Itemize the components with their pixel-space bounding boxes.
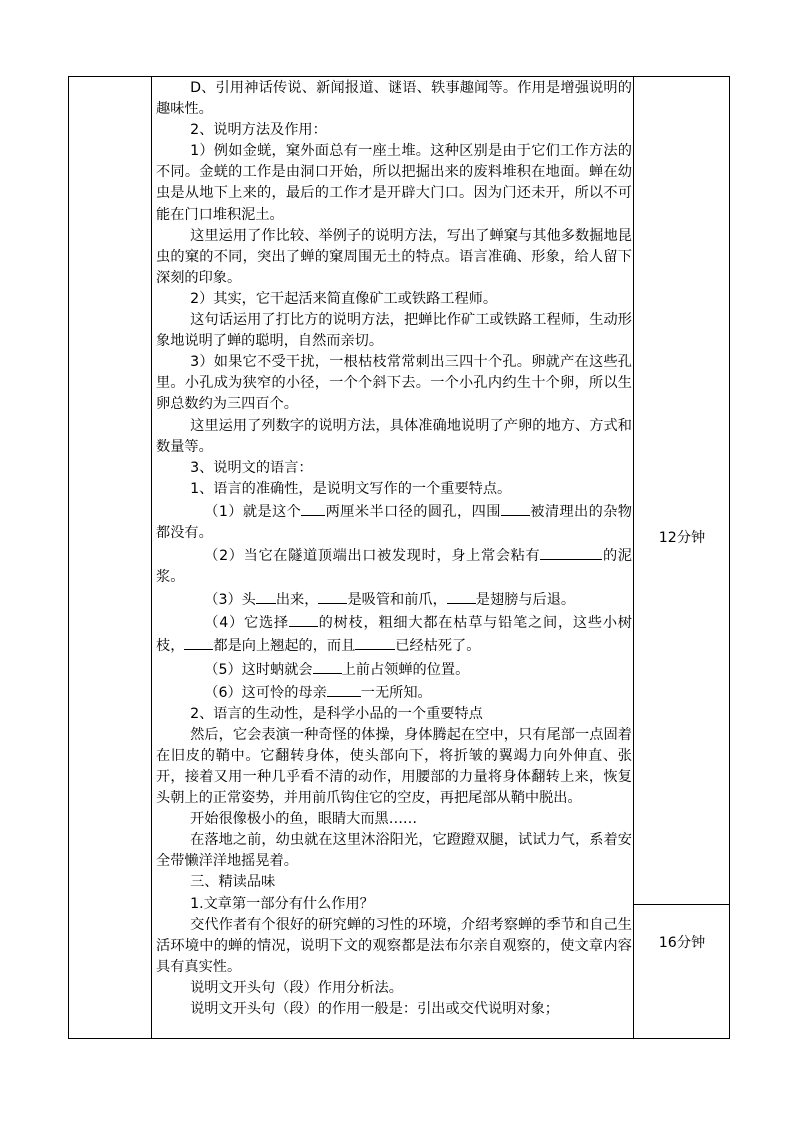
paragraph: 开始很像极小的鱼，眼睛大而黑…… [190,811,418,828]
time-cell-divider [633,904,729,905]
question-text: 的树枝，粗细大都在枯草与铅笔之间，这些小树枝， [156,615,632,655]
paragraph: 3）如果它不受干扰，一根枯枝常常刺出三四十个孔。卵就产在这些孔里。小孔成为狭窄的小径，一个个斜下去。一个小孔内约生十个卵，所以生卵总数约为三四百个。 [156,354,632,413]
answer-blank[interactable] [501,500,530,516]
question-heading: 1.文章第一部分有什么作用？ [190,895,374,912]
paragraph: 这里运用了作比较、举例子的说明方法，写出了蝉窠与其他多数掘地昆虫的窠的不同，突出了蝉的窠周围无土的特点。语言准确、形象，给人留下深刻的印象。 [156,227,632,286]
answer-blank[interactable] [327,681,361,697]
question-text: 两厘米半口径的圆孔，四围 [325,503,501,520]
answer-blank[interactable] [540,544,602,560]
paragraph: 1、语言的准确性，是说明文写作的一个重要特点。 [190,480,512,497]
paragraph: 在落地之前，幼虫就在这里沐浴阳光，它蹬蹬双腿，试试力气，系着安全带懒洋洋地摇晃着。 [156,832,632,870]
paragraph: 1）例如金蜣，窠外面总有一座土堆。这种区别是由于它们工作方法的不同。金蜣的工作是由洞口开始，所以把掘出来的废料堆积在地面。蝉在幼虫是从地下上来的，最后的工作才是开辟大门口。因为门还未开，所以不可能在门口堆积泥土。 [156,143,632,223]
answer-blank[interactable] [256,588,276,604]
question-text: （4）它选择 [204,615,289,632]
paragraph: 这里运用了列数字的说明方法，具体准确地说明了产卵的地方、方式和数量等。 [156,417,632,455]
answer-blank[interactable] [289,611,318,627]
column-divider-left [151,77,152,1038]
question-text: 的泥浆。 [156,548,632,586]
question-text: （2）当它在隧道顶端出口被发现时，身上常会粘有 [204,548,541,565]
question-text: （1）就是这个 [204,503,302,520]
answer-blank[interactable] [301,500,325,516]
question-text: 一无所知。 [360,684,432,701]
paragraph: 交代作者有个很好的研究蝉的习性的环境，介绍考察蝉的季节和自己生活环境中的蝉的情况，说明下文的观察都是法布尔亲自观察的，使文章内容具有真实性。 [156,916,632,975]
fill-question-3 [156,588,632,611]
section-heading: 3、说明文的语言： [190,459,313,476]
section-heading: 2、说明方法及作用： [190,122,327,139]
question-text: 已经枯死了。 [395,638,481,655]
column-divider-right [633,77,634,1038]
question-text: 是翅膀与后退。 [475,592,576,609]
question-text: 都是向上翘起的，而且 [213,638,356,655]
answer-blank[interactable] [313,658,342,674]
paragraph: 2）其实，它干起活来简直像矿工或铁路工程师。 [190,290,498,307]
question-text: 被清理出的杂物都没有。 [156,503,632,541]
question-text: 出来， [275,592,319,609]
paragraph: 然后，它会表演一种奇怪的体操，身体腾起在空中，只有尾部一点固着在旧皮的鞘中。它翻转身体，使头部向下，将折皱的翼竭力向外伸直、张开，接着又用一种几乎看不清的动作，用腰部的力量将身体翻转上来，恢复头朝上的正常姿势，并用前爪钩住它的空皮，再把尾部从鞘中脱出。 [156,726,632,807]
question-text: （6）这可怜的母亲 [204,684,327,701]
fill-question-4 [156,611,632,657]
question-text: 是吸管和前爪， [347,592,447,609]
answer-blank[interactable] [184,634,213,650]
fill-question-1 [156,500,632,544]
answer-blank[interactable] [355,634,395,650]
question-text: 上前占领蝉的位置。 [341,661,470,678]
answer-blank[interactable] [318,588,347,604]
time-allocation-1: 12分钟 [658,530,706,546]
question-text: （5）这时蚋就会 [204,661,313,678]
section-heading: 三、精读品味 [190,874,276,891]
fill-question-2 [156,544,632,588]
paragraph: 2、语言的生动性，是科学小品的一个重要特点 [190,705,483,722]
question-text: （3）头 [204,592,256,609]
time-allocation-2: 16分钟 [658,935,706,951]
fill-question-6 [156,681,632,704]
paragraph: 说明文开头句（段）作用分析法。 [190,979,403,996]
paragraph: 这句话运用了打比方的说明方法，把蝉比作矿工或铁路工程师，生动形象地说明了蝉的聪明，自然而亲切。 [156,312,632,350]
paragraph: 说明文开头句（段）的作用一般是：引出或交代说明对象； [190,1001,559,1018]
paragraph: D、引用神话传说、新闻报道、谜语、轶事趣闻等。作用是增强说明的趣味性。 [156,80,632,118]
lesson-content [156,78,632,1020]
answer-blank[interactable] [447,588,476,604]
fill-question-5 [156,658,632,681]
